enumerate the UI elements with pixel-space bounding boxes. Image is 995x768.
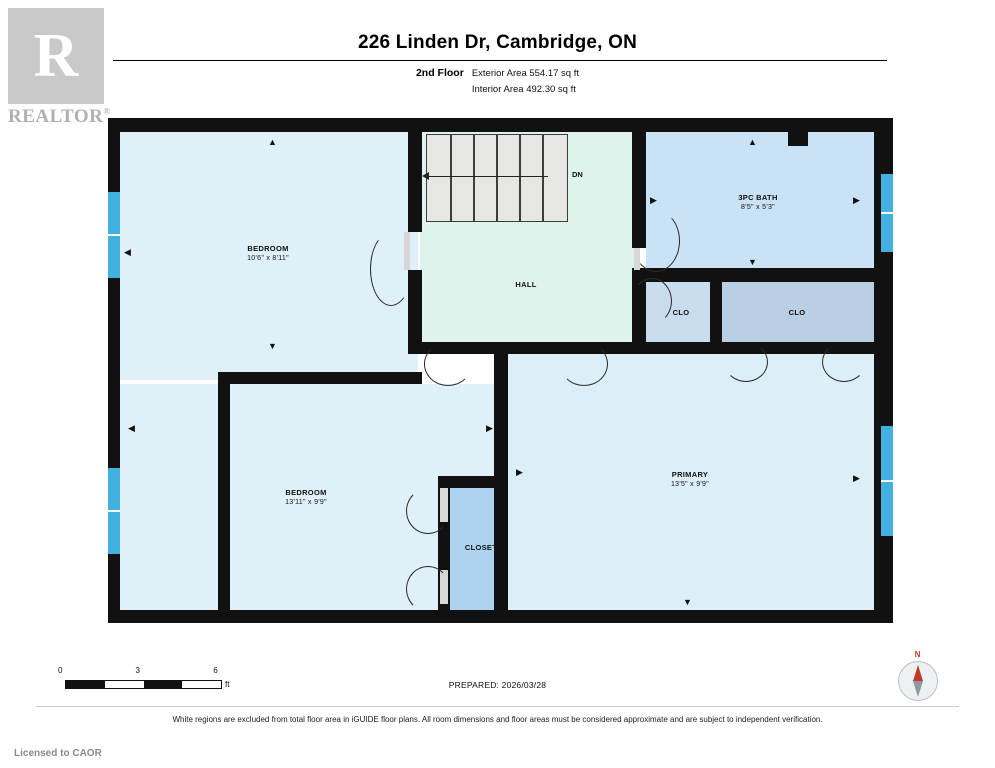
view-arrow-icon: ◀ — [124, 247, 131, 257]
wall-bedroom1-bottom-left — [218, 372, 230, 610]
stair-step — [450, 135, 452, 221]
realtor-wordmark: REALTOR® — [8, 106, 111, 127]
view-arrow-icon: ▼ — [748, 257, 757, 267]
wall-bath-bottom — [632, 268, 874, 282]
room-label-primary: PRIMARY 13'5" x 9'9" — [670, 470, 710, 488]
compass-dial — [898, 661, 938, 701]
wall-exterior-bottom — [108, 610, 893, 623]
wall-hall-left — [408, 132, 422, 232]
compass-needle-south — [913, 681, 923, 697]
stairs-direction-line — [428, 176, 548, 177]
scale-tick-0: 0 — [58, 666, 63, 675]
view-arrow-icon: ▶ — [853, 473, 860, 483]
stairs-dn-label: DN — [572, 170, 583, 179]
scale-tick-2: 6 — [213, 666, 218, 675]
stairs — [426, 134, 568, 222]
view-arrow-icon: ▶ — [650, 195, 657, 205]
exterior-area: Exterior Area 554.17 sq ft — [471, 68, 580, 79]
floor-summary — [0, 66, 995, 98]
scale-unit-label: ft — [225, 680, 230, 689]
floor-plan-drawing — [108, 118, 893, 633]
prepared-date: PREPARED: 2026/03/28 — [448, 680, 547, 690]
door-bedroom1-arc — [370, 232, 412, 306]
window-right-upper-line — [881, 212, 893, 214]
room-label-bedroom-1: BEDROOM 10'6" x 8'11" — [247, 244, 289, 262]
interior-area: Interior Area 492.30 sq ft — [471, 84, 576, 95]
stair-step — [496, 135, 498, 221]
floor-label: 2nd Floor — [415, 67, 464, 79]
door-bath-arc — [632, 210, 680, 272]
door-clo2-right-arc — [822, 342, 866, 382]
realtor-mark-letter: R — [33, 22, 79, 90]
stairs-direction-arrow-icon — [422, 172, 429, 180]
compass-north-label: N — [914, 650, 921, 659]
door-clo2-left-arc — [724, 342, 768, 382]
door-closet-bottom-arc — [406, 566, 450, 612]
room-label-hall: HALL — [515, 280, 537, 289]
view-arrow-icon: ▼ — [268, 341, 277, 351]
room-label-closet: CLOSET — [464, 543, 498, 552]
door-hall-primary-arc — [560, 342, 608, 386]
view-arrow-icon: ▲ — [748, 137, 757, 147]
room-label-clo-1: CLO — [672, 308, 690, 317]
licensed-text: Licensed to CAOR — [14, 748, 102, 759]
wall-bedroom1-bottom — [218, 372, 422, 384]
stair-step — [542, 135, 544, 221]
view-arrow-icon: ◀ — [128, 423, 135, 433]
scale-tick-1: 3 — [135, 666, 140, 675]
door-closet-top-arc — [406, 488, 450, 534]
view-arrow-icon: ▶ — [486, 423, 493, 433]
view-arrow-icon: ▲ — [683, 341, 692, 351]
wall-exterior-top — [108, 118, 893, 132]
room-label-clo-2: CLO — [788, 308, 806, 317]
compass-needle-north — [913, 665, 923, 681]
window-right-lower-line — [881, 480, 893, 482]
view-arrow-icon: ▲ — [268, 137, 277, 147]
title-divider — [113, 60, 887, 61]
stair-step — [519, 135, 521, 221]
registered-mark: ® — [103, 106, 111, 117]
room-label-bedroom-2: BEDROOM 13'11" x 9'9" — [285, 488, 327, 506]
wall-top-notch — [788, 118, 808, 146]
compass-icon — [895, 650, 940, 706]
view-arrow-icon: ▶ — [516, 467, 523, 477]
window-left-upper-line — [108, 234, 120, 236]
view-arrow-icon: ▼ — [683, 597, 692, 607]
room-label-bath: 3PC BATH 8'5" x 5'3" — [738, 193, 778, 211]
page-title: 226 Linden Dr, Cambridge, ON — [357, 32, 638, 53]
view-arrow-icon: ▶ — [853, 195, 860, 205]
door-hall-bedroom2-arc — [424, 342, 472, 386]
disclaimer-text: White regions are excluded from total floor area in iGUIDE floor plans. All room dimensions and floor areas must be considered approximate and are subject to independent verification. — [36, 706, 959, 724]
window-left-lower-line — [108, 510, 120, 512]
stair-step — [473, 135, 475, 221]
